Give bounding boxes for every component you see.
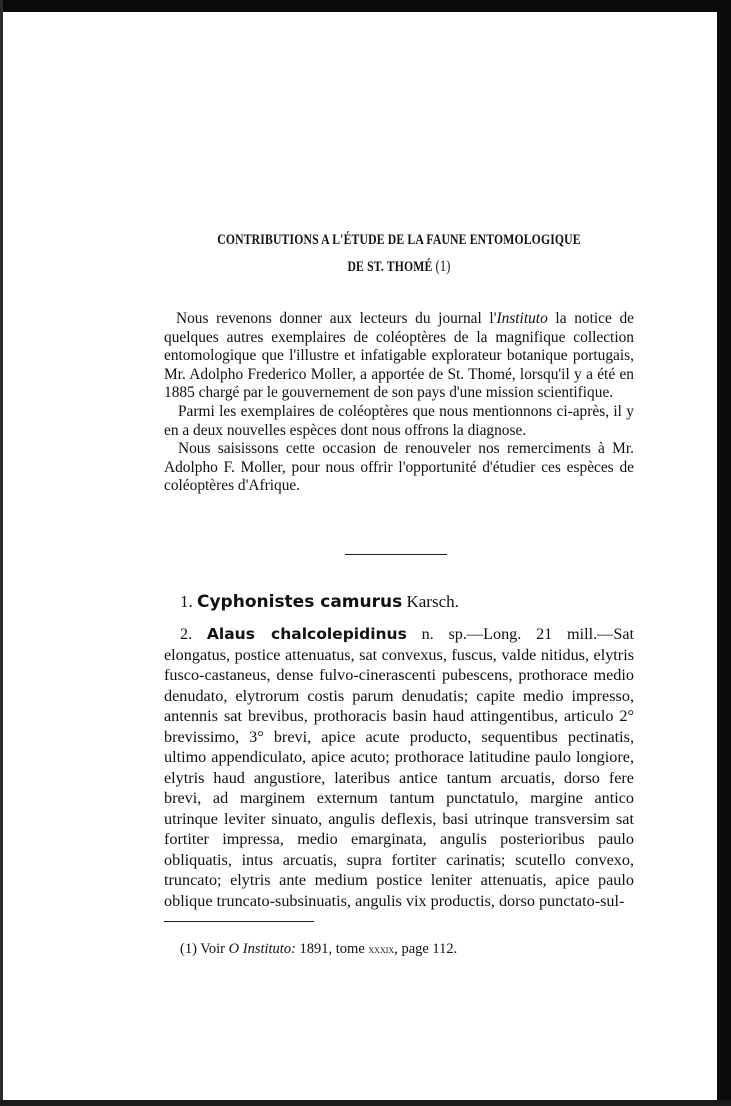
intro-paragraph-3: Nous saisissons cette occasion de renouveler nos remerciments à Mr. Adolpho F. Moller, pour nous offrir l'opportunité d'étudier ces espèces de coléoptères d'Afrique.	[164, 440, 634, 495]
intro-paragraph-2: Parmi les exemplaires de coléoptères que nous mentionnons ci-après, il y en a deux nouvelles espèces dont nous offrons la diagnose.	[164, 402, 634, 439]
species-entry-1	[180, 592, 640, 612]
scan-border-left	[0, 0, 3, 1106]
intro-paragraph-1	[164, 310, 634, 403]
intro-p1-before: Nous revenons donner aux lecteurs du journal l'	[176, 310, 497, 327]
footnote-mark: (1)	[180, 941, 197, 957]
intro-p1-journal: Instituto	[496, 310, 548, 327]
entry-2-species-name: Alaus chalcolepidinus	[206, 625, 407, 643]
footnote-voir: Voir	[200, 941, 226, 957]
title-line-2-main: DE ST. THOMÉ	[347, 259, 433, 275]
entry-2-paragraph	[164, 624, 634, 911]
footnote-rule	[164, 921, 314, 922]
scan-border-bottom	[0, 1100, 731, 1106]
entry-1-author: Karsch.	[406, 592, 459, 611]
intro-section	[164, 310, 634, 496]
entry-2-description: n. sp.—Long. 21 mill.—Sat elongatus, postice attenuatus, sat convexus, fuscus, valde nitidus, elytris fusco-castaneus, dense fulvo-cinerascenti pubescens, prothorace medio denudato, elytrorum costis parum denudatis; capite medio impresso, antennis sat brevibus, prothoracis basin haud attingentibus, articulo 2° brevissimo, 3° brevi, apice acute producto, sequentibus pectinatis, ultimo appendiculato, apice acuto; prothorace latitudine paulo longiore, elytris haud angustiore, lateribus antice tantum arcuatis, dorso fere brevi, ad marginem externum tantum punctatulo, margine antico utrinque leviter sinuato, angulis deflexis, basi utrinque transversim sat fortiter impressa, medio emarginata, angulis posterioribus paulo obliquatis, intus arcuatis, supra fortiter carinatis; scutello convexo, truncato; elytris ante medium postice leniter attenuatis, apice paulo oblique truncato-subsinuatis, angulis vix productis, dorso punctato-sul-	[164, 625, 635, 910]
title-footnote-ref: (1)	[435, 258, 451, 275]
entry-2-number: 2.	[180, 625, 193, 643]
species-entry-2	[164, 624, 634, 911]
entry-1-species-name: Cyphonistes camurus	[197, 592, 403, 612]
footnote-volume: xxxix	[368, 942, 395, 956]
scan-border-top	[0, 0, 731, 12]
footnote-page: , page 112.	[394, 941, 458, 957]
intro-p1-after: la notice de quelques autres exemplaires de coléoptères de la magnifique collection entomologique que l'illustre et infatigable explorateur botanique portugais, Mr. Adolpho Frederico Moller, a apportée de St. Thomé, lorsqu'il y a été en 1885 chargé par le gouvernement de son pays d'une mission scientifique.	[164, 310, 634, 402]
footnote	[180, 941, 640, 958]
footnote-journal: O Instituto:	[228, 941, 296, 957]
scan-border-right	[717, 0, 731, 1106]
title-line-1: CONTRIBUTIONS A L'ÉTUDE DE LA FAUNE ENTOMOLOGIQUE	[217, 232, 581, 248]
footnote-year: 1891, tome	[299, 941, 365, 957]
section-divider	[345, 554, 447, 555]
entry-1-number: 1.	[180, 592, 193, 611]
title-line-2	[216, 258, 583, 276]
